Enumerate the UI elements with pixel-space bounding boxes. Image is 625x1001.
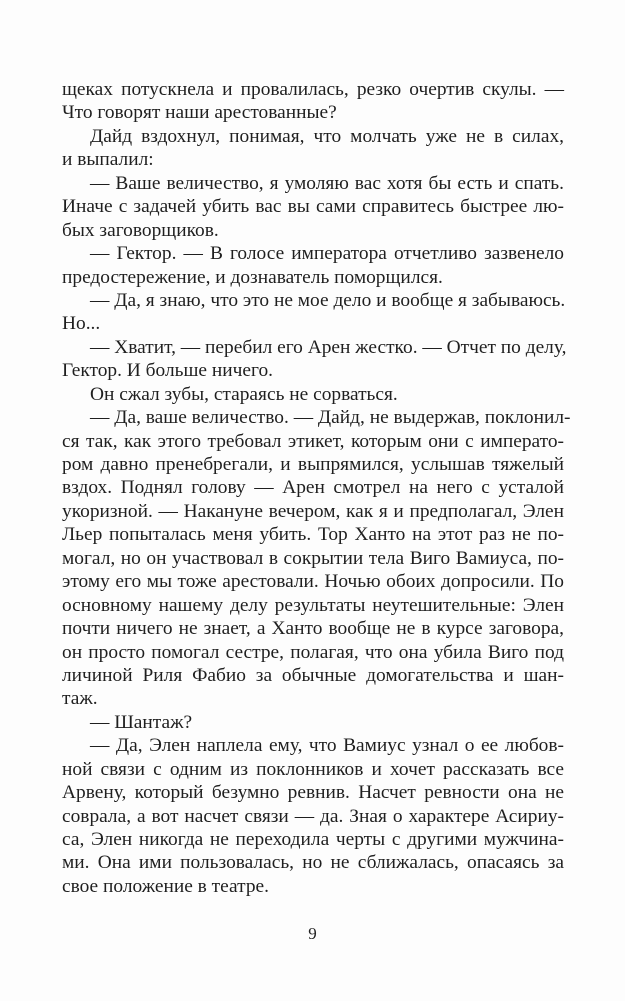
- text-line: Он сжал зубы, стараясь не сорваться.: [90, 383, 398, 405]
- text-line: ром давно пренебрегали, и выпрямился, услышав тяжелый: [62, 454, 564, 475]
- text-line: укоризной. — Накануне вечером, как я и предполагал, Элен: [62, 500, 564, 522]
- text-line: Но...: [62, 313, 101, 335]
- text-line: ся так, как этого требовал этикет, которым они с императо-: [62, 430, 564, 452]
- text-line: могал, но он участвовал в сокрытии тела Виго Вамиуса, по-: [62, 547, 564, 569]
- body-text: [62, 78, 571, 898]
- text-line: — Да, ваше величество. — Дайд, не выдержав, поклонил-: [90, 407, 571, 429]
- text-line: — Да, Элен наплела ему, что Вамиус узнал о ее любов-: [90, 735, 564, 757]
- text-line: ми. Она ими пользовалась, но не сближалась, опасаясь за: [62, 852, 564, 874]
- text-line: ной связи с одним из поклонников и хочет рассказать все: [62, 758, 564, 780]
- text-line: Арвену, который безумно ревнив. Насчет ревности она не: [62, 782, 564, 804]
- text-line: са, Элен никогда не переходила черты с другими мужчина-: [62, 829, 564, 850]
- text-line: — Шантаж?: [90, 711, 193, 733]
- text-line: предостережение, и дознаватель поморщился.: [62, 266, 443, 288]
- text-line: — Гектор. — В голосе императора отчетливо зазвенело: [90, 243, 564, 265]
- text-line: Гектор. И больше ничего.: [62, 360, 273, 382]
- text-line: свое положение в театре.: [62, 875, 269, 897]
- text-line: личиной Риля Фабио за обычные домогательства и шан-: [62, 664, 564, 686]
- text-line: почти ничего не знает, а Ханто вообще не в курсе заговора,: [62, 618, 564, 640]
- text-line: он просто помогал сестре, полагая, что она убила Виго под: [62, 641, 564, 663]
- text-line: — Ваше величество, я умоляю вас хотя бы есть и спать.: [90, 172, 564, 194]
- text-line: Иначе с задачей убить вас вы сами справитесь быстрее лю-: [62, 196, 564, 218]
- page-number: 9: [308, 924, 317, 943]
- text-line: Что говорят наши арестованные?: [62, 102, 337, 124]
- text-line: таж.: [62, 688, 98, 710]
- text-line: и выпалил:: [62, 149, 154, 171]
- text-line: основному нашему делу результаты неутешительные: Элен: [62, 594, 564, 616]
- text-line: соврала, а вот насчет связи — да. Зная о характере Асириу-: [62, 805, 564, 827]
- text-line: этому его мы тоже арестовали. Ночью обоих допросили. По: [62, 571, 564, 593]
- text-line: — Да, я знаю, что это не мое дело и вообще я забываюсь.: [90, 289, 566, 311]
- text-line: Льер попыталась меня убить. Тор Ханто на этот раз не по-: [62, 524, 564, 546]
- text-line: Дайд вздохнул, понимая, что молчать уже не в силах,: [90, 125, 564, 147]
- text-line: щеках потускнела и провалилась, резко очертив скулы. —: [62, 79, 564, 100]
- text-line: — Хватит, — перебил его Арен жестко. — Отчет по делу,: [90, 336, 567, 358]
- text-line: вздох. Поднял голову — Арен смотрел на него с усталой: [62, 477, 564, 499]
- text-line: бых заговорщиков.: [62, 219, 219, 241]
